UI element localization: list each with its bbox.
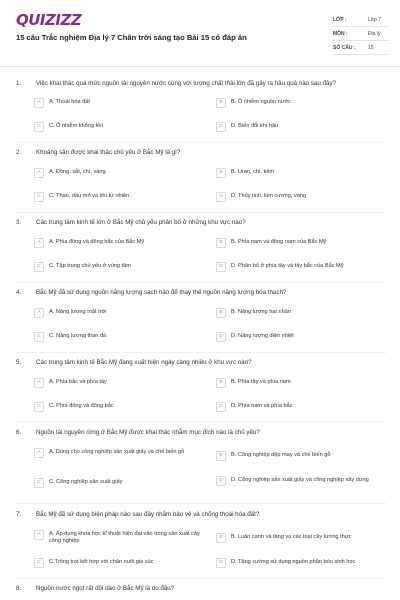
option-text: B. Phía nam và đông nam của Bắc Mỹ <box>231 239 327 245</box>
option-letter: D <box>216 558 226 568</box>
option-letter: C <box>34 262 44 272</box>
option-text: A. Áp dụng khoa học kĩ thuật hiện đại vào trong sản xuất cây công nghiệp <box>49 531 200 544</box>
option-letter: A <box>34 378 44 388</box>
option-letter: A <box>34 308 44 318</box>
option-letter: C <box>34 192 44 202</box>
divider <box>16 282 386 283</box>
option-text: C. Ô nhiễm không khí <box>49 123 104 129</box>
meta-label: LỚP : <box>333 17 347 23</box>
option-letter: D <box>216 262 226 272</box>
divider <box>16 421 386 422</box>
meta-count <box>333 42 389 55</box>
option-text: A. Phía đông và đông bắc của Bắc Mỹ <box>49 239 145 245</box>
divider <box>16 212 386 213</box>
option-letter: B <box>216 98 226 108</box>
option-letter: D <box>216 332 226 342</box>
divider <box>16 142 386 143</box>
option-text: D. Phía nam và phía bắc <box>231 403 293 409</box>
option-text: D. Tăng cường sử dụng nguồn phân bón sinh học <box>231 559 356 565</box>
option-text: B. Năng lượng hạt nhân <box>231 309 291 315</box>
question-number: 3. <box>16 219 22 226</box>
meta-subject <box>333 28 389 41</box>
option-letter: A <box>34 168 44 178</box>
quizizz-logo[interactable]: QUIZIZZ <box>16 11 82 29</box>
option-letter: B <box>216 378 226 388</box>
divider <box>16 503 386 504</box>
question-number: 7. <box>16 511 22 518</box>
option-letter: C <box>34 332 44 342</box>
page-title: 15 câu Trắc nghiệm Địa lý 7 Chân trời sáng tạo Bài 15 có đáp án <box>16 33 247 42</box>
question-number: 4. <box>16 289 22 296</box>
question-text: Việc khai thác quá mức nguồn tài nguyên nước cùng với lượng chất thải lớn đã gây ra hậu quả nào sau đây? <box>36 80 336 87</box>
option-text: B. Uran, chì, kẽm <box>231 169 275 175</box>
option-letter: D <box>216 192 226 202</box>
option-text: A. Dùng cho công nghiệp sản xuất giấy và chế biến gỗ <box>49 449 185 455</box>
option-text: A. Đồng, sắt, chì, vàng <box>49 169 106 175</box>
option-text: B. Phía tây và phía nam <box>231 379 291 385</box>
question-text: Bắc Mỹ đã sử dụng biện pháp nào sau đây nhằm bảo vệ và chống thoái hóa đất? <box>36 511 260 518</box>
question-text: Nguồn nước ngọt rất dồi dào ở Bắc Mỹ là do đâu? <box>36 585 175 592</box>
meta-value: Lớp 7 <box>368 17 382 23</box>
option-text: A. Thoái hóa đất <box>49 99 90 105</box>
option-text: D. Phân bố ở phía tây và tây bắc của Bắc Mỹ <box>231 263 344 269</box>
option-text: C. Phía đông và đông bắc <box>49 403 114 409</box>
option-text: D. Biến đổi khí hậu <box>231 123 279 129</box>
option-letter: A <box>34 530 44 540</box>
option-text: C. Tập trung chủ yếu ở vùng tâm <box>49 263 131 269</box>
option-letter: D <box>216 122 226 132</box>
question-number: 8. <box>16 585 22 592</box>
option-text: D. Năng lượng điện nhiệt <box>231 333 294 339</box>
option-text: D. Thủy tinh, kim cương, vàng <box>231 193 307 199</box>
option-letter: B <box>216 533 226 543</box>
option-text: C. Than, dầu mỏ và khí tự nhiên <box>49 193 130 199</box>
option-text: B. Công nghiệp dệp may và chế biến gỗ <box>231 452 331 458</box>
option-text: C.Trồng trọt kết hợp với chăn nuôi gia súc <box>49 559 154 565</box>
option-text: B. Ô nhiễm nguồn nước <box>231 99 291 105</box>
option-letter: C <box>34 558 44 568</box>
meta-label: MÔN : <box>333 31 348 37</box>
option-letter: C <box>34 478 44 488</box>
divider <box>16 352 386 353</box>
question-text: Các trung tâm kinh tế Bắc Mỹ đang xuất hiện ngày càng nhiều ở khu vực nào? <box>36 359 252 366</box>
option-letter: C <box>34 122 44 132</box>
option-letter: A <box>34 448 44 458</box>
option-letter: A <box>34 238 44 248</box>
option-letter: D <box>216 402 226 412</box>
meta-value: Địa lý <box>368 31 381 37</box>
divider <box>333 26 389 27</box>
option-letter: B <box>216 308 226 318</box>
question-number: 1. <box>16 80 22 87</box>
question-text: Bắc Mỹ đã sử dụng nguồn năng lượng sạch nào để thay thế nguồn năng lượng hóa thạch? <box>36 289 287 296</box>
divider <box>16 578 386 579</box>
meta-class <box>333 14 389 27</box>
option-letter: B <box>216 168 226 178</box>
question-text: Khoáng sản được khai thác chủ yếu ở Bắc Mỹ là gì? <box>36 149 181 156</box>
option-text: A. Năng lượng mặt trời <box>49 309 107 315</box>
question-number: 5. <box>16 359 22 366</box>
question-number: 6. <box>16 429 22 436</box>
question-text: Nguồn tài nguyên rừng ở Bắc Mỹ được khai thác nhằm mục đích nào là chủ yếu? <box>36 429 260 436</box>
option-text: B. Luân canh và tăng vụ các loại cây lương thực <box>231 534 352 540</box>
option-letter: D <box>216 476 226 486</box>
option-letter: B <box>216 451 226 461</box>
option-letter: A <box>34 98 44 108</box>
option-text: A. Phía bắc và phía tây <box>49 379 107 385</box>
option-letter: B <box>216 238 226 248</box>
option-text: C. Công nghiệp sản xuất giấy <box>49 479 123 485</box>
question-text: Các trung tâm kinh tế lớn ở Bắc Mỹ chủ yếu phân bố ở những khu vực nào? <box>36 219 246 226</box>
meta-label: SỐ CÂU : <box>333 45 356 51</box>
option-text: C. Năng lượng than đá <box>49 333 107 339</box>
divider <box>333 40 389 41</box>
divider <box>333 54 389 55</box>
option-letter: C <box>34 402 44 412</box>
option-text: D. Công nghiệp sản xuất giấy và công nghiệp xây dựng <box>231 477 369 483</box>
question-number: 2. <box>16 149 22 156</box>
meta-value: 15 <box>368 45 374 51</box>
page-header <box>0 0 400 67</box>
